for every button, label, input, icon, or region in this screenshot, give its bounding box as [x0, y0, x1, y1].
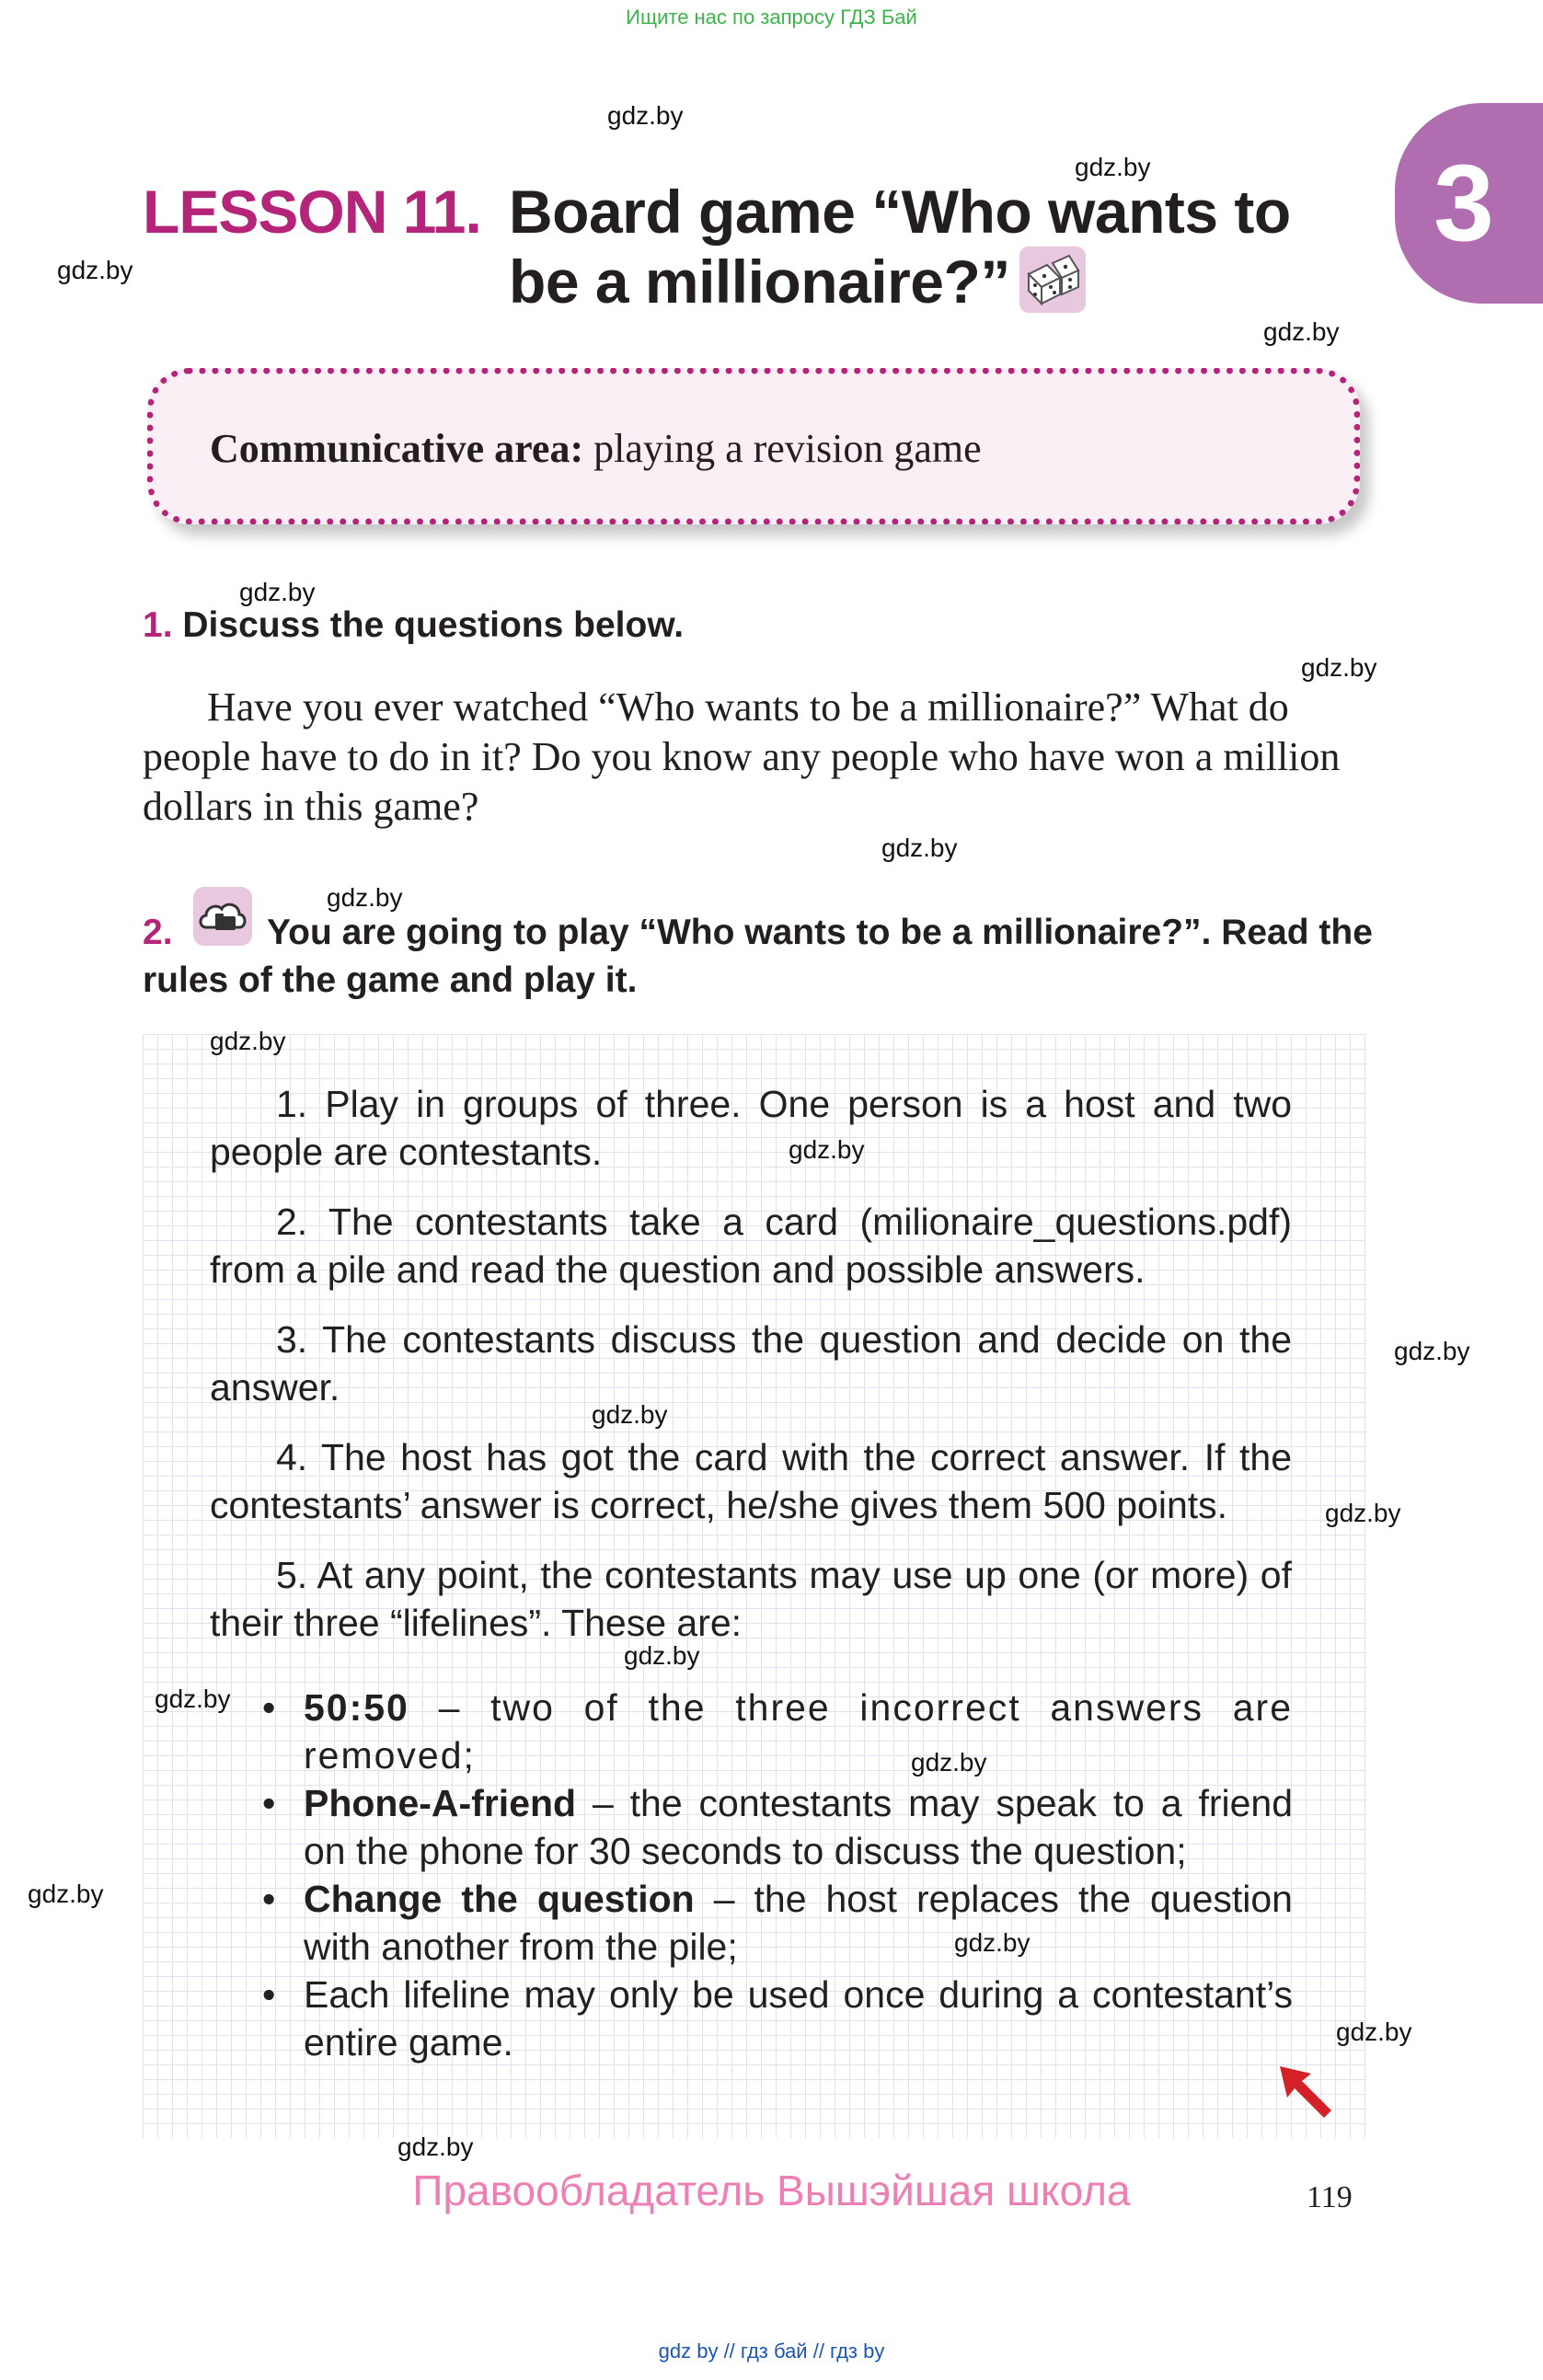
watermark: gdz.by: [1301, 653, 1377, 682]
bullet: •: [262, 1878, 276, 1920]
watermark: gdz.by: [210, 1027, 286, 1055]
exercise-1-heading: [143, 605, 684, 646]
page-number: 119: [1307, 2180, 1353, 2214]
watermark: gdz.by: [624, 1641, 700, 1670]
lifeline-term: Change the question: [304, 1878, 695, 1920]
lesson-title-line-1: Board game “Who wants to: [509, 178, 1291, 246]
rule-2: 2. The contestants take a card (milionaire_questions.pdf) from a pile and read the question and possible answers.: [210, 1201, 1292, 1291]
bullet: •: [262, 1973, 276, 2016]
lifeline-text: Each lifeline may only be used once during a contestant’s entire game.: [304, 1973, 1293, 2064]
lifeline-text: – the host replaces the question with another from the pile;: [304, 1878, 1293, 1968]
exercise-1-body: Have you ever watched “Who wants to be a millionaire?” What do people have to do in it? Do you know any people who have won a million dollars in this game?: [143, 684, 1341, 829]
watermark: gdz.by: [1325, 1499, 1401, 1527]
dice-icon: [1019, 247, 1086, 313]
lifeline-term: Phone-A-friend: [304, 1782, 577, 1824]
rule-3: 3. The contestants discuss the question and decide on the answer.: [210, 1318, 1292, 1408]
lesson-title: [509, 177, 1291, 316]
watermark: gdz.by: [881, 834, 958, 862]
bullet: •: [262, 1782, 276, 1824]
watermark: gdz.by: [1394, 1337, 1470, 1365]
watermark: gdz.by: [607, 101, 684, 130]
search-hint: Ищите нас по запросу ГДЗ Бай: [626, 6, 917, 29]
watermark: gdz.by: [789, 1135, 865, 1164]
bullet: •: [262, 1686, 278, 1729]
red-arrow-icon: [1274, 2061, 1339, 2125]
watermark: gdz.by: [155, 1684, 231, 1713]
watermark: gdz.by: [57, 256, 133, 284]
watermark: gdz.by: [397, 2133, 474, 2161]
communicative-area-text: playing a revision game: [583, 426, 982, 471]
watermark: gdz.by: [28, 1880, 104, 1908]
lesson-label: LESSON 11.: [143, 178, 481, 246]
lifeline-text: – the contestants may speak to a friend on the phone for 30 seconds to discuss the question;: [304, 1782, 1293, 1872]
rule-5: 5. At any point, the contestants may use up one (or more) of their three “lifelines”. These are:: [210, 1554, 1292, 1644]
lifeline-term: 50:50: [304, 1686, 409, 1729]
watermark: gdz.by: [592, 1400, 668, 1429]
exercise-1-title: Discuss the questions below.: [182, 605, 685, 645]
lifeline-item: [262, 1684, 1293, 1779]
lifeline-item: [262, 1875, 1293, 1971]
exercise-2-title: You are going to play “Who wants to be a millionaire?”. Read the rules of the game and play it.: [143, 913, 1373, 1000]
watermark: gdz.by: [911, 1748, 987, 1776]
unit-number: 3: [1434, 143, 1494, 264]
watermark: gdz.by: [1263, 317, 1340, 346]
communicative-area-label: Communicative area:: [210, 426, 584, 471]
watermark: gdz.by: [954, 1928, 1031, 1957]
rule-4: 4. The host has got the card with the correct answer. If the contestants’ answer is correct, he/she gives them 500 points.: [210, 1436, 1292, 1526]
communicative-area: [210, 425, 982, 472]
cloud-folder-icon: [193, 887, 252, 946]
footer-links: gdz by // гдз бай // гдз by: [658, 2340, 885, 2363]
watermark: gdz.by: [1336, 2018, 1412, 2046]
exercise-2-heading: [143, 909, 1376, 1005]
rule-1: 1. Play in groups of three. One person is a host and two people are contestants.: [210, 1083, 1292, 1173]
lifeline-item: [262, 1971, 1293, 2066]
lesson-title-line-2: be a millionaire?”: [509, 247, 1010, 316]
watermark: gdz.by: [1075, 153, 1151, 181]
exercise-1-number: 1.: [143, 605, 173, 645]
lifeline-text: – two of the three incorrect answers are removed;: [304, 1686, 1293, 1776]
lifeline-item: [262, 1779, 1293, 1875]
copyright-notice: Правообладатель Вышэйшая школа: [412, 2167, 1131, 2214]
watermark: gdz.by: [239, 578, 316, 606]
watermark: gdz.by: [327, 883, 403, 912]
exercise-2-number: 2.: [143, 913, 173, 952]
